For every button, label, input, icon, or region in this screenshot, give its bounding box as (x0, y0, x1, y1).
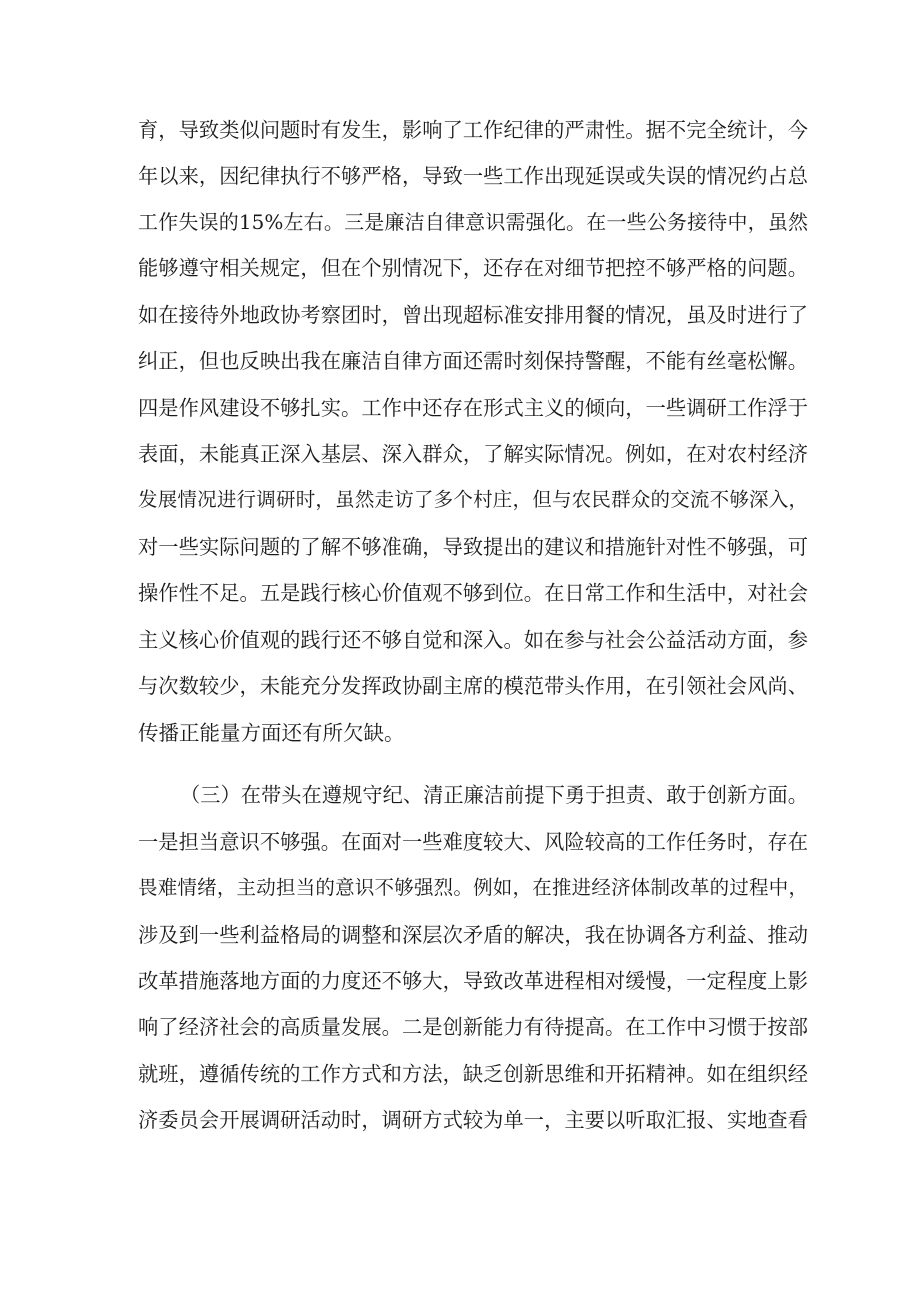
paragraph-1-line (0, 341, 920, 381)
paragraph-2-line (0, 1100, 920, 1140)
paragraph-2-line (0, 1147, 920, 1187)
text-line: 年以来，因纪律执行不够严格，导致一些工作出现延误或失误的情况约占总 (138, 164, 808, 188)
paragraph-2-line (0, 822, 920, 862)
text-line: 如在接待外地政协考察团时，曾出现超标准安排用餐的情况，虽及时进行了 (138, 303, 808, 327)
paragraph-1-line (0, 388, 920, 428)
paragraph-1-line (0, 295, 920, 335)
text-line: 操作性不足。五是践行核心价值观不够到位。在日常工作和生活中，对社会 (138, 581, 808, 605)
paragraph-1-line (0, 156, 920, 196)
paragraph-1-line (0, 620, 920, 660)
text-line: 一是担当意识不够强。在面对一些难度较大、风险较高的工作任务时，存在 (138, 830, 808, 854)
paragraph-2-line (0, 1007, 920, 1047)
text-line: 就班，遵循传统的工作方式和方法，缺乏创新思维和开拓精神。如在组织经 (138, 1062, 808, 1086)
text-line: 主义核心价值观的践行还不够自觉和深入。如在参与社会公益活动方面，参 (138, 628, 808, 652)
text-line: 四是作风建设不够扎实。工作中还存在形式主义的倾向，一些调研工作浮于 (138, 396, 808, 420)
text-line: 能够遵守相关规定，但在个别情况下，还存在对细节把控不够严格的问题。 (138, 256, 808, 280)
text-line: 对一些实际问题的了解不够准确，导致提出的建议和措施针对性不够强，可 (138, 535, 808, 559)
text-line: 发展情况进行调研时，虽然走访了多个村庄，但与农民群众的交流不够深入， (138, 488, 808, 511)
text-line: 改革措施落地方面的力度还不够大，导致改革进程相对缓慢，一定程度上影 (138, 969, 808, 993)
text-line-last: 传播正能量方面还有所欠缺。 (138, 721, 405, 745)
paragraph-2-line (0, 915, 920, 955)
text-line: 响了经济社会的高质量发展。二是创新能力有待提高。在工作中习惯于按部 (138, 1015, 808, 1039)
text-line: 济委员会开展调研活动时，调研方式较为单一，主要以听取汇报、实地查看 (138, 1108, 808, 1132)
paragraph-1-line (0, 573, 920, 613)
text-line: 育，导致类似问题时有发生，影响了工作纪律的严肃性。据不完全统计，今 (138, 118, 808, 142)
paragraph-1-line (0, 110, 920, 150)
paragraph-2-line (0, 868, 920, 908)
text-line: 纠正，但也反映出我在廉洁自律方面还需时刻保持警醒，不能有丝毫松懈。 (138, 349, 808, 373)
text-line: 涉及到一些利益格局的调整和深层次矛盾的解决，我在协调各方利益、推动 (138, 923, 808, 947)
paragraph-1-line (0, 202, 920, 242)
text-line: 畏难情绪，主动担当的意识不够强烈。例如，在推进经济体制改革的过程中， (138, 876, 808, 899)
paragraph-2-line (0, 961, 920, 1001)
text-line: 工作失误的15%左右。三是廉洁自律意识需强化。在一些公务接待中，虽然 (138, 210, 808, 234)
paragraph-1-line (0, 480, 920, 520)
paragraph-1-line (0, 434, 920, 474)
paragraph-1-line (0, 527, 920, 567)
paragraph-1-line (0, 248, 920, 288)
paragraph-2-line (0, 775, 920, 815)
paragraph-1-line (0, 666, 920, 706)
text-line: 与次数较少，未能充分发挥政协副主席的模范带头作用，在引领社会风尚、 (138, 674, 808, 698)
text-line: 表面，未能真正深入基层、深入群众，了解实际情况。例如，在对农村经济 (138, 442, 808, 466)
paragraph-1-line (0, 713, 920, 753)
paragraph-2-line (0, 1054, 920, 1094)
section-heading-line: （三）在带头在遵规守纪、清正廉洁前提下勇于担责、敢于创新方面。 (180, 783, 808, 807)
